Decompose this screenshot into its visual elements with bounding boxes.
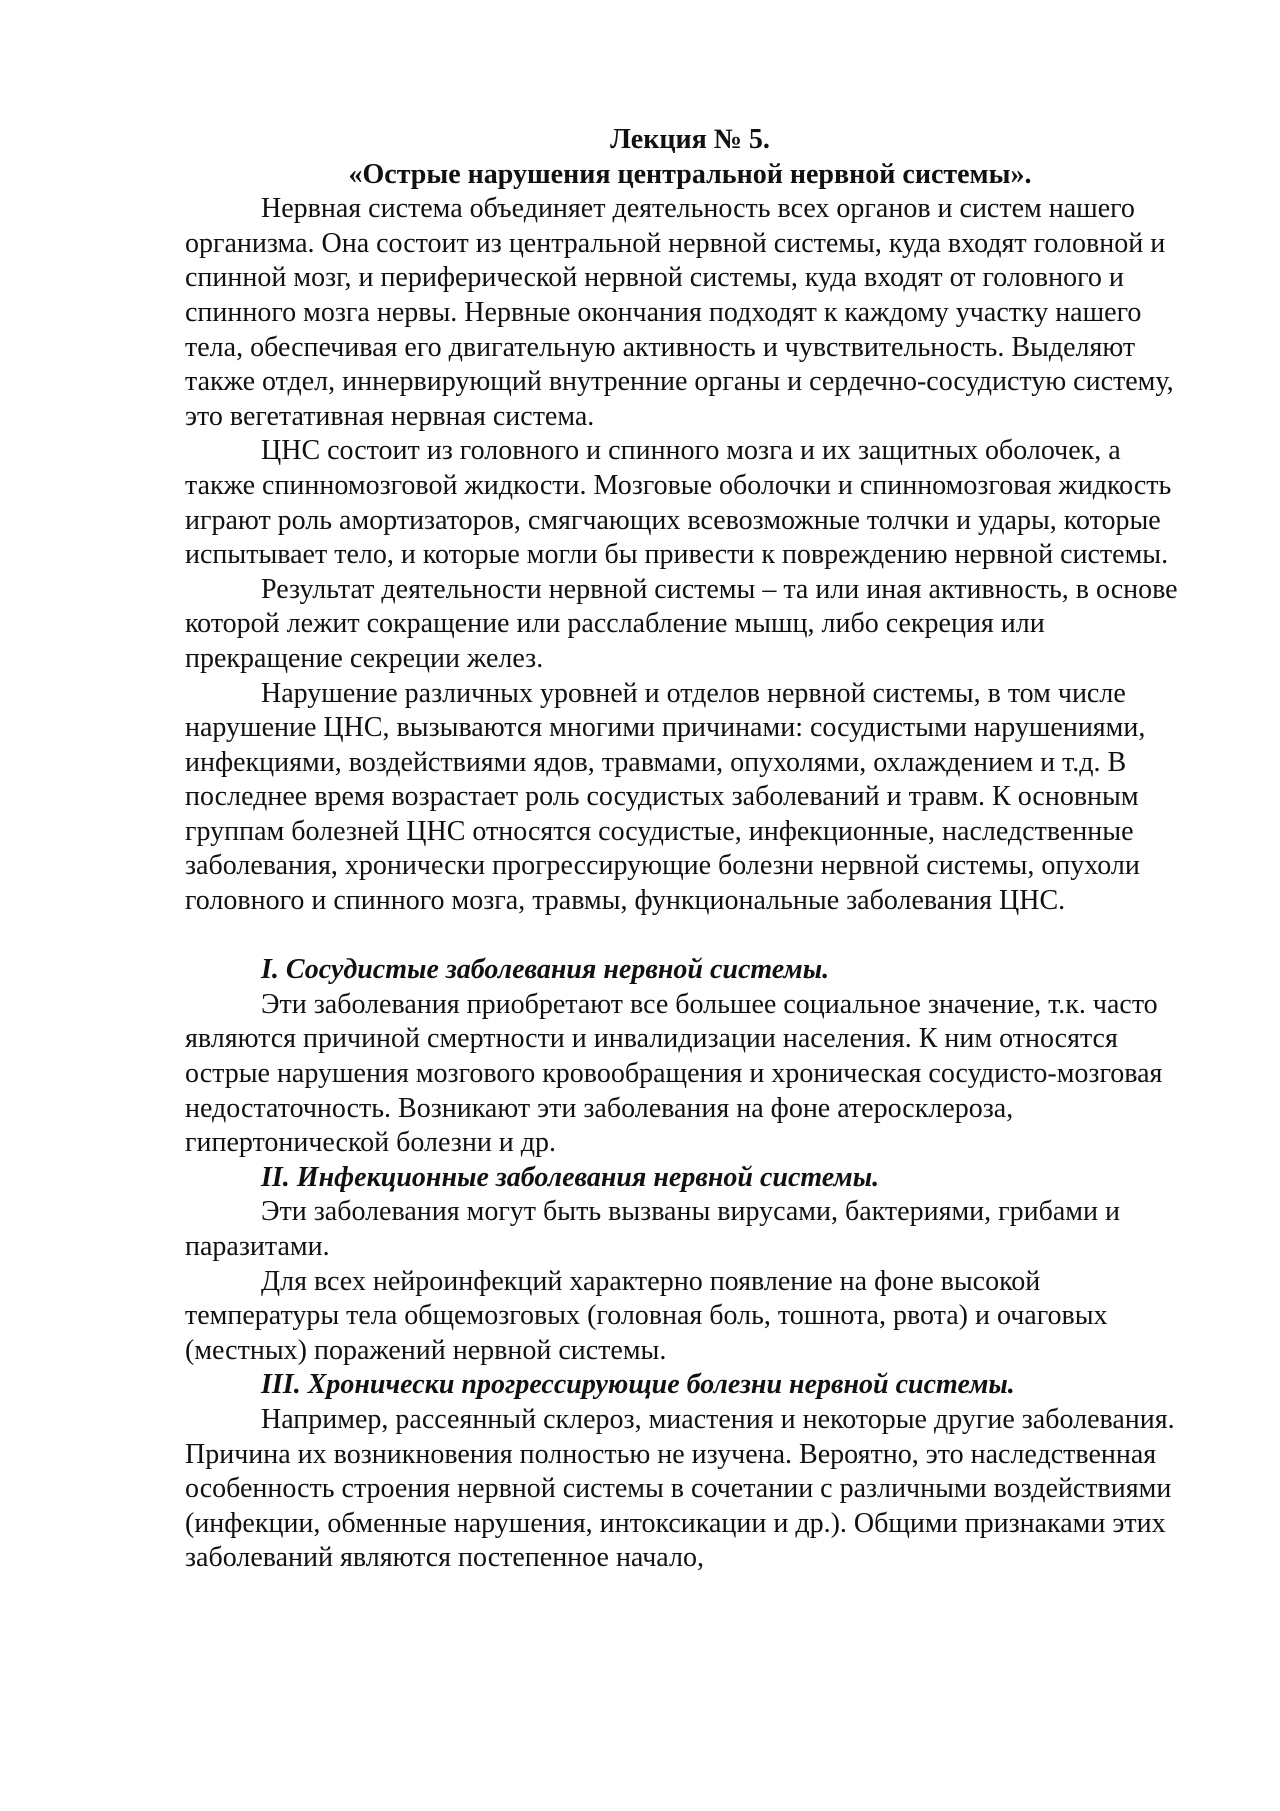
- section-heading-vascular: I. Сосудистые заболевания нервной системы.: [261, 954, 830, 986]
- section-paragraph: Например, рассеянный склероз, миастения и некоторые другие заболевания. Причина их возникновения полностью не изучена. Вероятно, это наследственная особенность строения нервной системы в сочетании с различными воздействиями (инфекции, обменные нарушения, интоксикации и др.). Общими признаками этих заболеваний являются постепенное начало,: [185, 1403, 1175, 1574]
- intro-paragraph: Результат деятельности нервной системы – та или иная активность, в основе которой лежит сокращение или расслабление мышц, либо секреция или прекращение секреции желез.: [185, 573, 1178, 674]
- section-heading-infectious: II. Инфекционные заболевания нервной системы.: [261, 1161, 880, 1193]
- section-heading-chronic: III. Хронически прогрессирующие болезни нервной системы.: [261, 1369, 1015, 1401]
- document-page: [185, 123, 1195, 1576]
- lecture-topic-title: «Острые нарушения центральной нервной системы».: [348, 158, 1032, 190]
- section-paragraph: Эти заболевания приобретают все большее социальное значение, т.к. часто являются причиной смертности и инвалидизации населения. К ним относятся острые нарушения мозгового кровообращения и хроническая сосудисто-мозговая недостаточность. Возникают эти заболевания на фоне атеросклероза, гипертонической болезни и др.: [185, 988, 1163, 1159]
- section-paragraph: Эти заболевания могут быть вызваны вирусами, бактериями, грибами и паразитами.: [185, 1196, 1120, 1262]
- blank-line: [185, 919, 1195, 954]
- intro-paragraph: Нарушение различных уровней и отделов нервной системы, в том числе нарушение ЦНС, вызываются многими причинами: сосудистыми нарушениями, инфекциями, воздействиями ядов, травмами, опухолями, охлаждением и т.д. В последнее время возрастает роль сосудистых заболеваний и травм. К основным группам болезней ЦНС относятся сосудистые, инфекционные, наследственные заболевания, хронически прогрессирующие болезни нервной системы, опухоли головного и спинного мозга, травмы, функциональные заболевания ЦНС.: [185, 677, 1146, 917]
- intro-paragraph: Нервная система объединяет деятельность всех органов и систем нашего организма. Она состоит из центральной нервной системы, куда входят головной и спинной мозг, и периферической нервной системы, куда входят от головного и спинного мозга нервы. Нервные окончания подходят к каждому участку нашего тела, обеспечивая его двигательную активность и чувствительность. Выделяют также отдел, иннервирующий внутренние органы и сердечно-сосудистую систему, это вегетативная нервная система.: [185, 193, 1174, 432]
- lecture-number-title: Лекция № 5.: [610, 124, 770, 155]
- section-paragraph: Для всех нейроинфекций характерно появление на фоне высокой температуры тела общемозговых (головная боль, тошнота, рвота) и очаговых (местных) поражений нервной системы.: [185, 1265, 1108, 1366]
- intro-paragraph: ЦНС состоит из головного и спинного мозга и их защитных оболочек, а также спинномозговой жидкости. Мозговые оболочки и спинномозговая жидкость играют роль амортизаторов, смягчающих всевозможные толчки и удары, которые испытывает тело, и которые могли бы привести к повреждению нервной системы.: [185, 435, 1172, 571]
